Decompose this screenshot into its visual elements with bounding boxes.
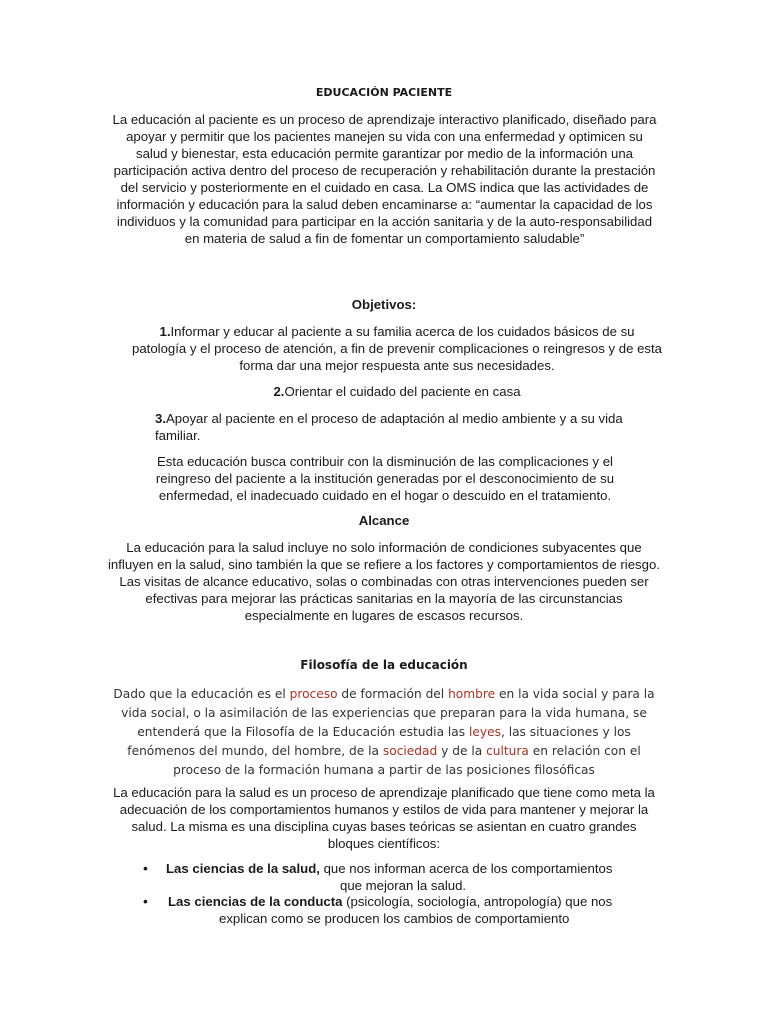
filosofia-paragraph: [108, 685, 660, 780]
filosofia-text: en la vida social y para la vida social, o la asimilación de las experiencias que preparan para la vida humana, se entenderá que la Filosofía de la Educación estudia las: [121, 687, 655, 739]
filosofia-text: en relación con el proceso de la formación humana a partir de las posiciones filosóficas: [173, 744, 641, 777]
objective-3: [155, 410, 645, 444]
objective-2-number: 2.: [273, 384, 285, 399]
link-proceso[interactable]: proceso: [289, 687, 338, 701]
filosofia-text: y de la: [437, 744, 487, 758]
salud-paragraph: La educación para la salud es un proceso de aprendizaje planificado que tiene como meta la adecuación de los comportamientos humanos y estilos de vida para mantener y mejorar la salud. La misma es una disciplina cuyas bases teóricas se asientan en cuatro grandes bloques científicos:: [113, 785, 655, 851]
bullet-2-line-2: explican como se producen los cambios de comportamiento: [219, 911, 570, 926]
bullet-2-text: (psicología, sociología, antropología) que nos: [342, 894, 613, 909]
objetivos-heading: Objetivos:: [351, 297, 417, 312]
objective-3-number: 3.: [155, 411, 166, 426]
bullet-marker: •: [143, 860, 148, 876]
bullet-2-bold: Las ciencias de la conducta: [168, 894, 343, 909]
bullet-1-line-2: que mejoran la salud.: [340, 878, 467, 893]
bullet-marker: •: [143, 893, 148, 909]
objective-2: [132, 383, 662, 400]
bullet-1-bold: Las ciencias de la salud,: [166, 861, 320, 876]
filosofia-text: de formación del: [337, 687, 449, 701]
filosofia-text: , las situaciones y los fenómenos del mundo, del hombre, de la: [127, 725, 631, 758]
objective-1: [132, 323, 662, 374]
bullet-2-line-1: [168, 894, 612, 909]
document-title: EDUCACIÓN PACIENTE: [315, 86, 453, 99]
filosofia-text: Dado que la educación es el: [113, 687, 290, 701]
objective-1-number: 1.: [159, 324, 171, 339]
objective-2-text: Orientar el cuidado del paciente en casa: [284, 384, 521, 399]
filosofia-heading: Filosofía de la educación: [300, 658, 468, 672]
objetivos-note: Esta educación busca contribuir con la disminución de las complicaciones y el reingreso del paciente a la institución generadas por el desconocimiento de su enfermedad, el inadecuado cuidado en el hogar o descuido en el tratamiento.: [155, 454, 615, 503]
alcance-heading: Alcance: [358, 513, 410, 528]
alcance-paragraph: La educación para la salud incluye no solo información de condiciones subyacentes que influyen en la salud, sino también la que se refiere a los factores y comportamientos de riesgo. Las visitas de alcance educativo, solas o combinadas con otras intervenciones pueden ser efectivas para mejorar las prácticas sanitarias en la mayoría de las circunstancias especialmente en lugares de escasos recursos.: [108, 540, 660, 623]
intro-paragraph: La educación al paciente es un proceso de aprendizaje interactivo planificado, diseñado para apoyar y permitir que los pacientes manejen su vida con una enfermedad y optimicen su salud y bienestar, esta educación permite garantizar por medio de la información una participación activa dentro del proceso de recuperación y rehabilitación durante la prestación del servicio y posteriormente en el cuidado en casa. La OMS indica que las actividades de información y educación para la salud deben encaminarse a: “aumentar la capacidad de los individuos y la comunidad para participar en la acción sanitaria y de la auto-responsabilidad en materia de salud a fin de fomentar un comportamiento saludable”: [112, 112, 657, 246]
bullet-1-text: que nos informan acerca de los comportamientos: [319, 861, 613, 876]
objective-3-text: Apoyar al paciente en el proceso de adaptación al medio ambiente y a su vida familiar.: [155, 411, 623, 443]
link-cultura[interactable]: cultura: [486, 744, 529, 758]
objective-1-text: Informar y educar al paciente a su familia acerca de los cuidados básicos de su patología y el proceso de atención, a fin de prevenir complicaciones o reingresos y de esta forma dar una mejor respuesta ante sus necesidades.: [132, 324, 663, 373]
link-hombre[interactable]: hombre: [448, 687, 496, 701]
link-leyes[interactable]: leyes: [469, 725, 501, 739]
link-sociedad[interactable]: sociedad: [382, 744, 438, 758]
bullet-1-line-1: [166, 861, 612, 876]
